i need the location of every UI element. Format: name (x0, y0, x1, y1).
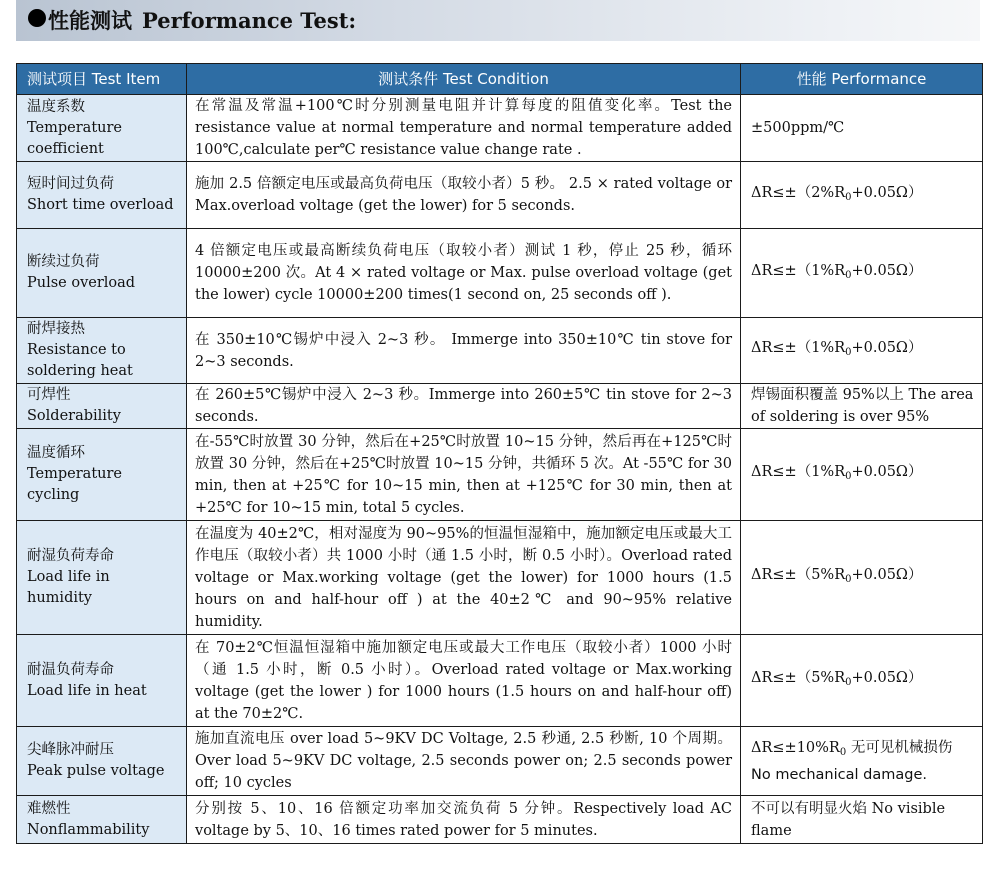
test-condition-cell: 施加 2.5 倍额定电压或最高负荷电压（取较小者）5 秒。 2.5 × rated voltage or Max.overload voltage (get the lower) for 5 seconds. (187, 162, 741, 229)
performance-value: ΔR≤±（5%R (751, 567, 846, 583)
performance-subscript: 0 (845, 191, 852, 203)
test-item-en: Resistance to soldering heat (27, 342, 133, 379)
test-item-zh: 耐湿负荷寿命 (27, 548, 114, 564)
performance-value: ΔR≤±10%R (751, 739, 840, 756)
performance-tail: 无可见机械损伤 No mechanical damage. (751, 739, 953, 783)
test-condition-cell: 在-55℃时放置 30 分钟，然后在+25℃时放置 10~15 分钟，然后再在+125℃时放置 30 分钟，然后在+25℃时放置 10~15 分钟，共循环 5 次。At -55℃ for 30 min, then at +25℃ for 10~15 min, then at +125℃ for 30 min, then at +25℃ for 10~15 min, total 5 cycles. (187, 429, 741, 521)
test-condition-cell: 在温度为 40±2℃，相对湿度为 90~95%的恒温恒湿箱中，施加额定电压或最大工作电压（取较小者）共 1000 小时（通 1.5 小时，断 0.5 小时）。Overload rated voltage or Max.working voltage (get the lower) for 1000 hours (1.5 hours on and half-hour off ) at the 40±2℃ and 90~95% relative humidity. (187, 521, 741, 635)
test-item-en: Load life in humidity (27, 569, 110, 606)
test-item-zh: 尖峰脉冲耐压 (27, 742, 114, 758)
test-item-cell (17, 229, 187, 318)
test-item-zh: 耐焊接热 (27, 321, 85, 337)
test-item-cell (17, 727, 187, 796)
header-performance: 性能 Performance (741, 64, 983, 95)
test-item-en: Short time overload (27, 197, 174, 213)
performance-tail: +0.05Ω） (851, 670, 923, 686)
test-item-cell (17, 635, 187, 727)
performance-tail: +0.05Ω） (851, 464, 923, 480)
performance-value: ΔR≤±（1%R (751, 464, 846, 480)
performance-table (16, 63, 983, 844)
test-item-zh: 温度循环 (27, 445, 85, 461)
table-row (17, 727, 983, 796)
test-item-zh: 难燃性 (27, 800, 71, 817)
table-row (17, 384, 983, 429)
performance-cell (741, 727, 983, 796)
test-item-en: Temperature cycling (27, 466, 122, 503)
test-condition-cell: 在 70±2℃恒温恒湿箱中施加额定电压或最大工作电压（取较小者）1000 小时（通 1.5 小时，断 0.5 小时）。Overload rated voltage or Max.working voltage (get the lower ) for 1000 hours (1.5 hours on and half-hour off) at the 70±2℃. (187, 635, 741, 727)
test-item-cell (17, 318, 187, 384)
test-item-cell (17, 429, 187, 521)
performance-value: ΔR≤±（5%R (751, 670, 846, 686)
test-condition-cell: 在常温及常温+100℃时分别测量电阻并计算每度的阻值变化率。Test the resistance value at normal temperature and normal temperature added 100℃,calculate per℃ resistance value change rate . (187, 95, 741, 162)
performance-subscript: 0 (845, 471, 852, 482)
test-item-zh: 短时间过负荷 (27, 176, 114, 192)
table-row (17, 635, 983, 727)
section-title (48, 5, 356, 35)
performance-value: ΔR≤±（1%R (751, 262, 846, 279)
table-row (17, 521, 983, 635)
header-test-condition: 测试条件 Test Condition (187, 64, 741, 95)
performance-subscript: 0 (845, 269, 852, 281)
performance-cell (741, 162, 983, 229)
performance-subscript: 0 (845, 574, 852, 585)
test-condition-cell: 施加直流电压 over load 5~9KV DC Voltage, 2.5 秒通, 2.5 秒断, 10 个周期。Over load 5~9KV DC voltage, 2.5 seconds power on; 2.5 seconds power off; 10 cycles (187, 727, 741, 796)
table-row (17, 162, 983, 229)
test-item-en: Solderability (27, 408, 121, 424)
performance-cell: ±500ppm/℃ (741, 95, 983, 162)
performance-cell (741, 429, 983, 521)
performance-value: ΔR≤±（1%R (751, 340, 846, 356)
test-item-zh: 断续过负荷 (27, 254, 100, 270)
table-row (17, 229, 983, 318)
performance-value: ΔR≤±（2%R (751, 184, 846, 201)
table-row (17, 429, 983, 521)
performance-subscript: 0 (845, 347, 852, 358)
performance-tail: +0.05Ω） (851, 184, 923, 201)
test-item-zh: 可焊性 (27, 387, 71, 403)
test-item-zh: 温度系数 (27, 98, 85, 115)
test-item-cell (17, 384, 187, 429)
performance-subscript: 0 (845, 677, 852, 688)
performance-cell (741, 635, 983, 727)
test-item-zh: 耐温负荷寿命 (27, 661, 114, 678)
section-title-zh: 性能测试 (48, 9, 132, 33)
performance-tail: +0.05Ω） (851, 567, 923, 583)
performance-cell: 焊锡面积覆盖 95%以上 The area of soldering is over 95% (741, 384, 983, 429)
bullet-icon (28, 9, 46, 27)
performance-tail: +0.05Ω） (851, 262, 923, 279)
performance-tail: +0.05Ω） (851, 340, 923, 356)
test-item-cell (17, 162, 187, 229)
test-item-en: Peak pulse voltage (27, 763, 165, 779)
performance-cell (741, 318, 983, 384)
test-item-en: Nonflammability (27, 821, 150, 838)
test-item-en: Pulse overload (27, 275, 136, 291)
test-condition-cell: 在 350±10℃锡炉中浸入 2~3 秒。 Immerge into 350±10℃ tin stove for 2~3 seconds. (187, 318, 741, 384)
performance-cell (741, 521, 983, 635)
test-item-cell (17, 796, 187, 844)
table-row (17, 95, 983, 162)
test-item-en: Load life in heat (27, 682, 147, 699)
header-test-item: 测试项目 Test Item (17, 64, 187, 95)
test-condition-cell: 在 260±5℃锡炉中浸入 2~3 秒。Immerge into 260±5℃ tin stove for 2~3 seconds. (187, 384, 741, 429)
table-row (17, 796, 983, 844)
performance-cell (741, 229, 983, 318)
test-item-cell (17, 95, 187, 162)
table-row (17, 318, 983, 384)
test-condition-cell: 分别按 5、10、16 倍额定功率加交流负荷 5 分钟。Respectively load AC voltage by 5、10、16 times rated power for 5 minutes. (187, 796, 741, 844)
test-item-cell (17, 521, 187, 635)
performance-cell: 不可以有明显火焰 No visible flame (741, 796, 983, 844)
header-row (17, 64, 983, 95)
test-condition-cell: 4 倍额定电压或最高断续负荷电压（取较小者）测试 1 秒，停止 25 秒，循环 10000±200 次。At 4 × rated voltage or Max. pulse overload voltage (get the lower) cycle 10000±200 times(1 second on, 25 seconds off ). (187, 229, 741, 318)
performance-subscript: 0 (839, 746, 847, 758)
test-item-en: Temperature coefficient (27, 119, 122, 157)
section-title-en: Performance Test: (142, 8, 357, 33)
